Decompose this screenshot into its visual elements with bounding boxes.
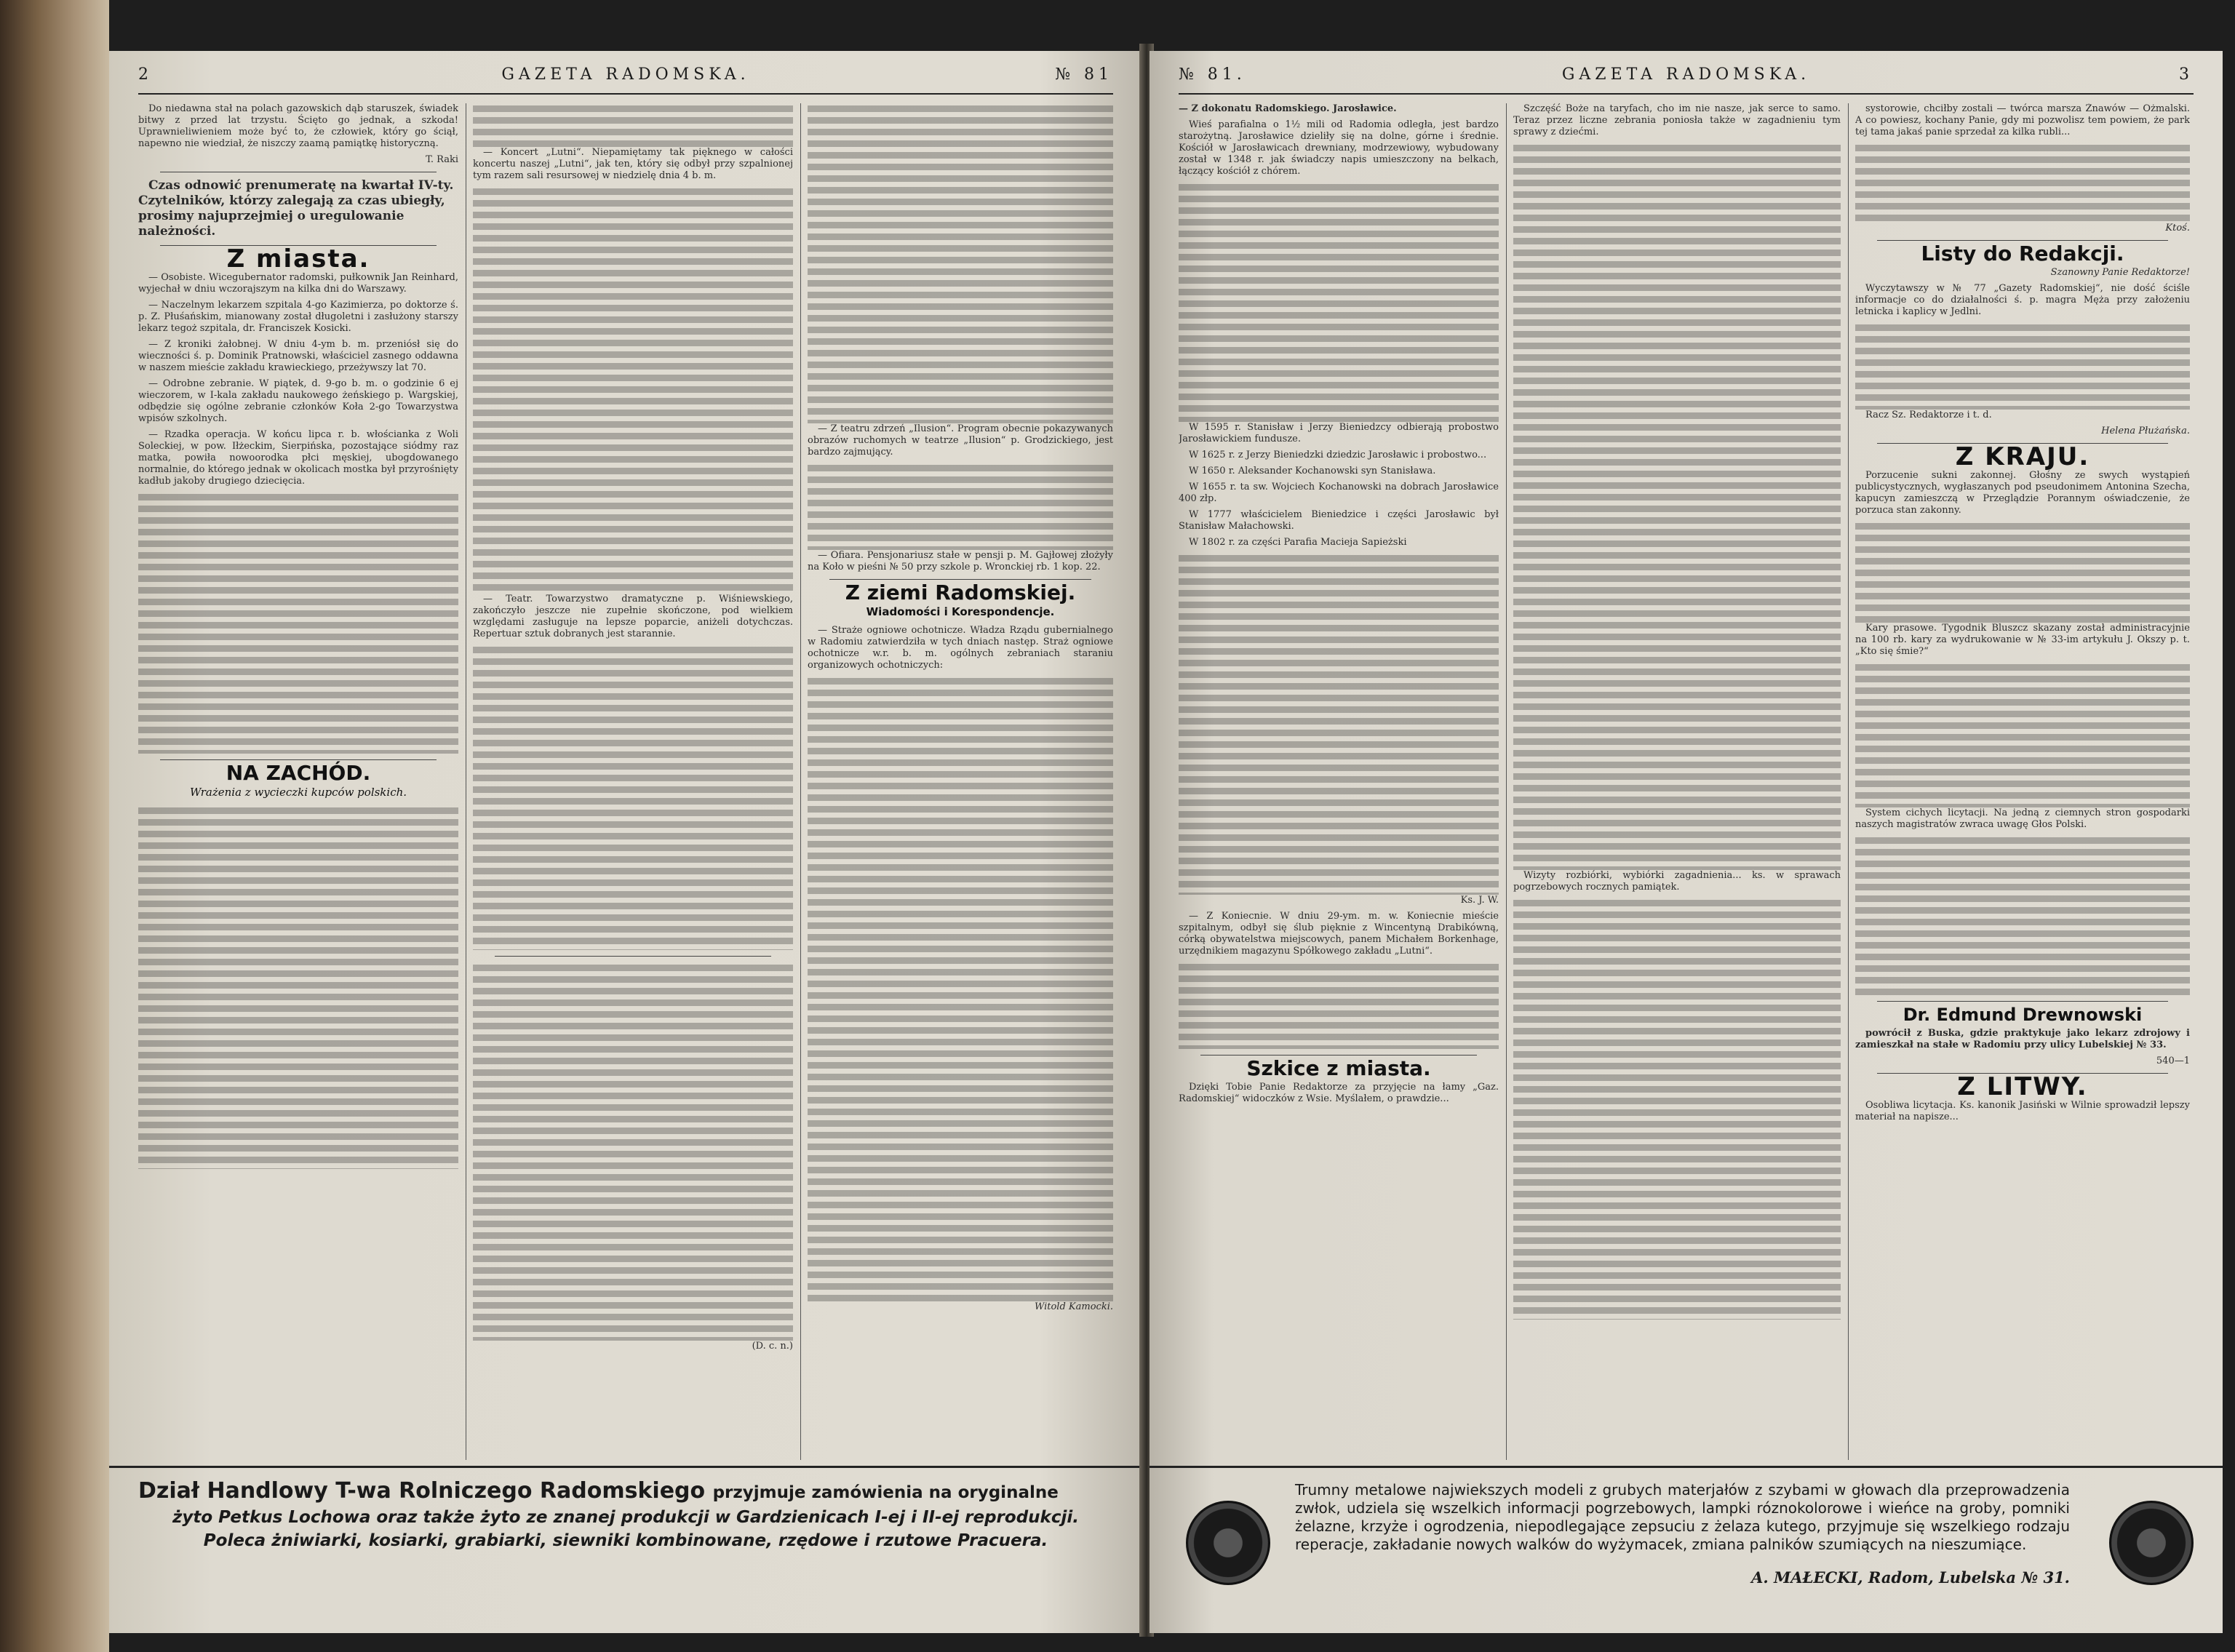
divider: [829, 579, 1091, 580]
doctor-name: Dr. Edmund Drewnowski: [1903, 1005, 2143, 1025]
divider: [495, 956, 771, 957]
left-page-number: 2: [138, 65, 153, 84]
news-item: Wieś parafialna o 1½ mili od Radomia odległa, jest bardzo starożytną. Jarosławice dzieliły się na dolne, górne i średnie. Kościół w Jarosławicach drewniany, modrzewiowy, wybudowany został w 1348 r. jak świadczy napis umieszczony na belkach, łączący kościół z chórem.: [1179, 119, 1499, 177]
column-signature: Witold Kamocki.: [1034, 1301, 1113, 1312]
left-issue-number: № 81: [1055, 65, 1113, 84]
right-column-2: [1513, 103, 1841, 1460]
text-block: [138, 492, 458, 754]
column-rule: [1506, 103, 1507, 1460]
z-ziemi-subtitle: Wiadomości i Korespondencje.: [866, 605, 1055, 618]
date-entry: W 1655 r. ta sw. Wojciech Kochanowski na dobrach Jarosławice 400 złp.: [1179, 482, 1499, 504]
news-item: systorowie, chciłby zostali — twórca marsza Żnawów — Ożmalski. A co powiesz, kochany Panie, gdy mi pozwolisz tem powiem, że park tej tama jakaś panie sprzedał za kilka rubli...: [1855, 103, 2190, 137]
ad-headline: [138, 1478, 1113, 1504]
ad-line-3: Poleca żniwiarki, kosiarki, grabiarki, siewniki kombinowane, rzędowe i rzutowe Pracuera.: [203, 1531, 1048, 1550]
news-item: — Z teatru zdrzeń „Ilusion“. Program obecnie pokazywanych obrazów ruchomych w teatrze „Ilusion“ p. Grodzickiego, jest bardzo zajmujący.: [808, 423, 1113, 458]
news-item: Szczęść Boże na taryfach, cho im nie nasze, jak serce to samo. Teraz przez liczne zebrania poniosła także w zagadnieniu tym sprawy z dziećmi.: [1513, 103, 1841, 137]
right-running-header: [1179, 65, 2194, 89]
column-signature: Ktoś.: [2165, 223, 2190, 234]
column-rule: [800, 103, 801, 1460]
right-issue-number: № 81.: [1179, 65, 1246, 84]
news-item: — Ofiara. Pensjonariusz stałe w pensji p. M. Gajłowej złożyły na Koło w pieśni № 50 przy szkole p. Wronckiej rb. 1 kop. 22.: [808, 550, 1113, 572]
news-heading: — Z dokonatu Radomskiego. Jarosławice.: [1179, 103, 1397, 114]
letter-salutation: Szanowny Panie Redaktorze!: [2050, 267, 2190, 278]
right-running-title: GAZETA RADOMSKA.: [1561, 65, 1811, 84]
intro-paragraph: Do niedawna stał na polach gazowskich dąb staruszek, świadek bitwy z przed lat trzystu. Ścięto go jednak, a szkoda! Uprawnieliwieniem może być to, że człowiek, który go ściął, napewno nie wiedział, że niszczy zaamą pamiątkę historyczną.: [138, 103, 458, 149]
news-item: — Osobiste. Wicegubernator radomski, pułkownik Jan Reinhard, wyjechał w dniu wczorajszym na kilka dni do Warszawy.: [138, 272, 458, 295]
text-block: [808, 103, 1113, 423]
doctor-code: 540—1: [2156, 1056, 2190, 1066]
news-item: — Teatr. Towarzystwo dramatyczne p. Wiśniewskiego, zakończyło jeszcze nie zupełnie skończone, pod wielkiem względami zasługuje na lepsze poparcie, aniżeli dotychczas. Repertuar sztuk dobranych jest starannie.: [473, 594, 793, 639]
news-item: — Z Koniecnie. W dniu 29-ym. m. w. Koniecnie mieście szpitalnym, odbył się ślub pięknie z Wincentyną Drabikówną, córką obywatelstwa miejscowych, panem Michałem Borkenhage, urzędnikiem magazynu Spółkowego zakładu „Lutni“.: [1179, 911, 1499, 957]
ad-body: Trumny metalowe najwiekszych modeli z grubych materjałów z szybami w głowach dla przeprowadzenia zwłok, udziela się wszelkich informacji pogrzebowych, lampki róznokolorowe i wieńce na groby, pomniki żelazne, krzyże i ogrodzenia, niepodlegające zepsuciu z żelaza kutego, przyjmuje się wszelkiego rodzaju reperacje, zakładanie nowych walków do wyżymacek, zmiana palników szumiących na nieszumiące.: [1295, 1481, 2070, 1553]
text-block: [473, 962, 793, 1341]
text-block: [1513, 143, 1841, 870]
text-block: [808, 463, 1113, 550]
right-column-1: [1179, 103, 1499, 1460]
subscription-notice: Czas odnowić prenumeratę na kwartał IV-ty. Czytelników, którzy zalegają za czas ubiegły, prosimy najuprzejmiej o uregulowanie należności.: [138, 178, 454, 239]
date-entry: W 1625 r. z Jerzy Bieniedzki dziedzic Jarosławic i probostwo...: [1189, 450, 1487, 460]
heading-szkice: Szkice z miasta.: [1246, 1056, 1431, 1080]
continuation-note: (D. c. n.): [752, 1341, 793, 1352]
intro-signature: T. Raki: [426, 154, 458, 165]
letter-body: Wyczytawszy w № 77 „Gazety Radomskiej“, nie dość ściśle informacje co do działalności ś. p. magra Męża przy założeniu letnicka i kaplicy w Jedlni.: [1855, 283, 2190, 317]
news-item: — Z kroniki żałobnej. W dniu 4-ym b. m. przeniósł się do wieczności ś. p. Dominik Pratnowski, właściciel zasnego oddawna w naszem mieście zakładu krawieckiego, przeżywszy lat 70.: [138, 339, 458, 373]
doctor-notice: powrócił z Buska, gdzie praktykuje jako lekarz zdrojowy i zamieszkał na stałe w Radomiu przy ulicy Lubelskiej № 33.: [1855, 1028, 2190, 1050]
ad-headline-tail: przyjmuje zamówienia na oryginalne: [712, 1483, 1059, 1502]
column-signature: Ks. J. W.: [1460, 895, 1499, 906]
news-item: Osobliwa licytacja. Ks. kanonik Jasiński w Wilnie sprowadził lepszy materiał na napisze...: [1855, 1100, 2190, 1122]
right-advertisement: [1150, 1466, 2223, 1619]
news-item: Wizyty rozbiórki, wybiórki zagadnienia... ks. w sprawach pogrzebowych rocznych pamiątek.: [1513, 870, 1841, 893]
divider: [1877, 240, 2168, 241]
text-block: [473, 645, 793, 950]
text-block: [473, 186, 793, 594]
ad-company: Dział Handlowy T-wa Rolniczego Radomskiego: [138, 1478, 706, 1504]
text-block: [1855, 322, 2190, 410]
ad-line-2: żyto Petkus Lochowa oraz także żyto ze znanej produkcji w Gardzienicach I-ej i II-ej reprodukcji.: [172, 1508, 1079, 1527]
divider: [160, 759, 437, 760]
left-running-header: [138, 65, 1113, 89]
news-item: Kary prasowe. Tygodnik Bluszcz skazany został administracyjnie na 100 rb. kary za wydrukowanie w № 33-im artykułu J. Okszy p. t. „Kto się śmie?“: [1855, 623, 2190, 657]
left-advertisement: [109, 1466, 1142, 1619]
text-block: [1179, 182, 1499, 422]
date-entry: W 1650 r. Aleksander Kochanowski syn Stanisława.: [1189, 466, 1436, 476]
left-header-rule: [138, 93, 1113, 95]
text-block: [138, 805, 458, 1169]
news-item: — Koncert „Lutni“. Niepamiętamy tak pięknego w całości koncertu naszej „Lutni“, jak ten, który się odbył przy szpalnionej tym razem sali resursowej w niedzielę dnia 4 b. m.: [473, 147, 793, 181]
right-header-rule: [1179, 93, 2194, 95]
heading-z-kraju: Z KRAJU.: [1955, 442, 2090, 471]
date-entry: W 1777 właścicielem Bieniedzice i części Jarosławic był Stanisław Małachowski.: [1179, 509, 1499, 532]
news-item: — Odrobne zebranie. W piątek, d. 9-go b. m. o godzinie 6 ej wieczorem, w I-kala zakładu naukowego żeńskiego p. Wargskiej, odbędzie się ogólne zebranie członków Koła 2-go Towarzystwa wpisów szkolnych.: [138, 378, 458, 424]
divider: [1200, 1055, 1477, 1056]
szkice-intro: Dzięki Tobie Panie Redaktorze za przyjęcie na łamy „Gaz. Radomskiej“ widoczków z Wsie. Myślałem, o prawdzie...: [1179, 1082, 1499, 1104]
text-block: [473, 103, 793, 147]
heading-z-ziemi: Z ziemi Radomskiej.: [845, 580, 1076, 604]
news-item: System cichych licytacji. Na jedną z ciemnych stron gospodarki naszych magistratów zwraca uwagę Głos Polski.: [1855, 807, 2190, 830]
right-column-3: [1855, 103, 2190, 1460]
news-item: — Rzadka operacja. W końcu lipca r. b. włościanka z Woli Soleckiej, w pow. Iłżeckim, Sierpińska, pozostające siódmy raz matka, powiła nowoorodka płci męskiej, ubogdowanego normalnie, do którego jednak w okolicach mostka był przyrośnięty kadłub jakoby drugiego dziecięcia.: [138, 429, 458, 487]
heading-na-zachod: NA ZACHÓD.: [226, 761, 371, 785]
text-block: [1855, 835, 2190, 995]
text-block: [1513, 898, 1841, 1320]
text-block: [1855, 521, 2190, 623]
date-entry: W 1595 r. Stanisław i Jerzy Bieniedzcy odbierają probostwo Jarosławickiem fundusze.: [1179, 422, 1499, 444]
news-item: — Straże ogniowe ochotnicze. Władza Rządu gubernialnego w Radomiu zatwierdziła w tych dniach następ. Straż ogniowe ochotnicze w.r. b. m. ogólnych zebraniach staraniu organizowych ochotniczych:: [808, 625, 1113, 671]
na-zachod-subtitle: Wrażenia z wycieczki kupców polskich.: [189, 786, 407, 799]
divider: [1877, 1001, 2168, 1002]
left-column-2: [473, 103, 793, 1460]
left-running-title: GAZETA RADOMSKA.: [501, 65, 750, 84]
date-entry: W 1802 r. za części Parafia Macieja Sapieżski: [1189, 537, 1407, 548]
news-item: — Naczelnym lekarzem szpitala 4-go Kazimierza, po doktorze ś. p. Z. Płuśańskim, mianowany został długoletni i zasłużony starszy lekarz tegoż szpitala, dr. Franciszek Kosicki.: [138, 300, 458, 334]
ad-signature: A. MAŁECKI, Radom, Lubelska № 31.: [1751, 1568, 2070, 1587]
heading-z-miasta: Z miasta.: [226, 244, 370, 274]
news-item: Porzucenie sukni zakonnej. Głośny ze swych wystąpień publicystycznych, wygłaszanych pod pseudonimem Antonina Szecha, kapucyn zamieszczą w Przeglądzie Porannym oświadczenie, że porzuca stan zakonny.: [1855, 470, 2190, 516]
left-column-1: [138, 103, 458, 1460]
letter-signature: Helena Płużańska.: [2101, 426, 2190, 436]
heading-listy: Listy do Redakcji.: [1921, 242, 2124, 266]
column-rule: [1848, 103, 1849, 1460]
right-page-number: 3: [2179, 65, 2194, 84]
heading-z-litwy: Z LITWY.: [1957, 1072, 2088, 1101]
company-seal-left: [1186, 1501, 1270, 1585]
left-column-3: [808, 103, 1113, 1460]
book-binding: [0, 0, 109, 1652]
text-block: [1855, 662, 2190, 807]
company-seal-right: [2109, 1501, 2194, 1585]
left-page: [109, 51, 1142, 1633]
right-page: [1150, 51, 2223, 1633]
letter-closing: Racz Sz. Redaktorze i t. d.: [1865, 410, 1992, 420]
text-block: [1179, 553, 1499, 895]
text-block: [1855, 143, 2190, 223]
text-block: [1179, 962, 1499, 1049]
text-block: [808, 676, 1113, 1301]
